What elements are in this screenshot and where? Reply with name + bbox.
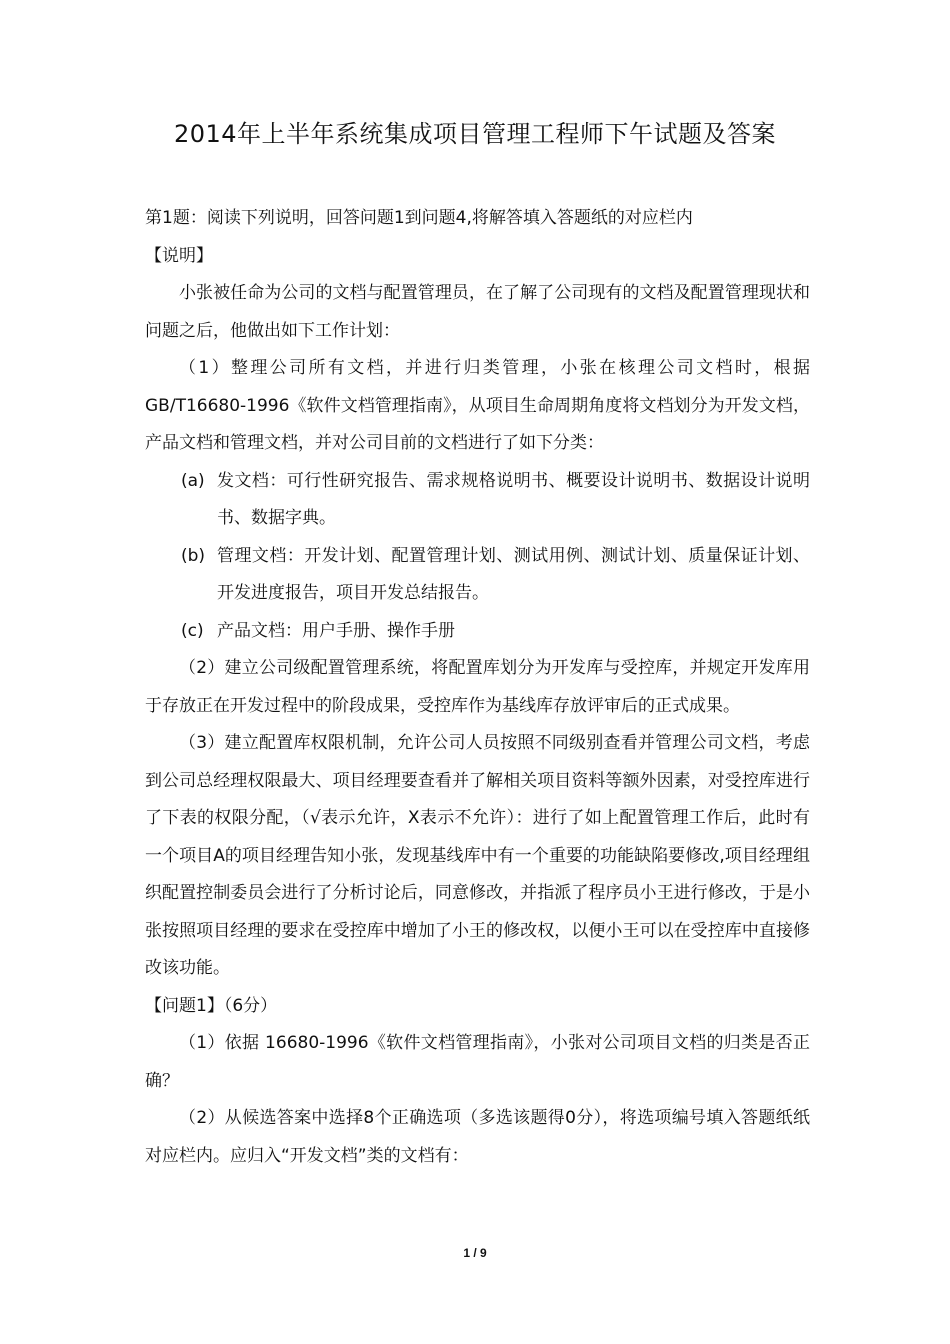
document-body [145,200,810,1175]
list-item [145,613,810,651]
section-description-heading: 【说明】 [145,245,213,266]
list-item-text: 发文档：可行性研究报告、需求规格说明书、概要设计说明书、数据设计说明书、数据字典。 [217,470,810,528]
list-item [145,463,810,538]
list-item-text: 产品文档：用户手册、操作手册 [217,620,455,641]
document-title: 2014年上半年系统集成项目管理工程师下午试题及答案 [173,120,777,148]
page-indicator: 1 / 9 [463,1246,487,1260]
paragraph-intro: 小张被任命为公司的文档与配置管理员，在了解了公司现有的文档及配置管理现状和问题之后，他做出如下工作计划： [145,283,810,341]
question-1-part-1: （1）依据 16680-1996《软件文档管理指南》，小张对公司项目文档的归类是否正确？ [145,1033,810,1091]
list-item-label: (c) [181,620,204,641]
question-1-part-2: （2）从候选答案中选择8个正确选项（多选该题得0分），将选项编号填入答题纸纸对应栏内。应归入“开发文档”类的文档有： [145,1108,810,1166]
list-item-label: (a) [181,470,205,491]
paragraph-step-1: （1）整理公司所有文档，并进行归类管理，小张在核理公司文档时，根据GB/T16680-1996《软件文档管理指南》，从项目生命周期角度将文档划分为开发文档，产品文档和管理文档，并对公司目前的文档进行了如下分类： [145,358,810,453]
question-1-intro: 第1题：阅读下列说明，回答问题1到问题4,将解答填入答题纸的对应栏内 [145,208,693,228]
question-1-heading: 【问题1】（6分） [145,995,278,1016]
list-item [145,538,810,613]
paragraph-step-3: （3）建立配置库权限机制，允许公司人员按照不同级别查看并管理公司文档，考虑到公司总经理权限最大、项目经理要查看并了解相关项目资料等额外因素，对受控库进行了下表的权限分配，（√表示允许，X表示不允许）：进行了如上配置管理工作后，此时有一个项目A的项目经理告知小张，发现基线库中有一个重要的功能缺陷要修改,项目经理组织配置控制委员会进行了分析讨论后，同意修改，并指派了程序员小王进行修改，于是小张按照项目经理的要求在受控库中增加了小王的修改权，以便小王可以在受控库中直接修改该功能。 [145,733,810,978]
paragraph-step-2: （2）建立公司级配置管理系统，将配置库划分为开发库与受控库，并规定开发库用于存放正在开发过程中的阶段成果，受控库作为基线库存放评审后的正式成果。 [145,658,810,716]
list-item-text: 管理文档：开发计划、配置管理计划、测试用例、测试计划、质量保证计划、开发进度报告，项目开发总结报告。 [217,545,810,603]
list-item-label: (b) [181,545,206,566]
